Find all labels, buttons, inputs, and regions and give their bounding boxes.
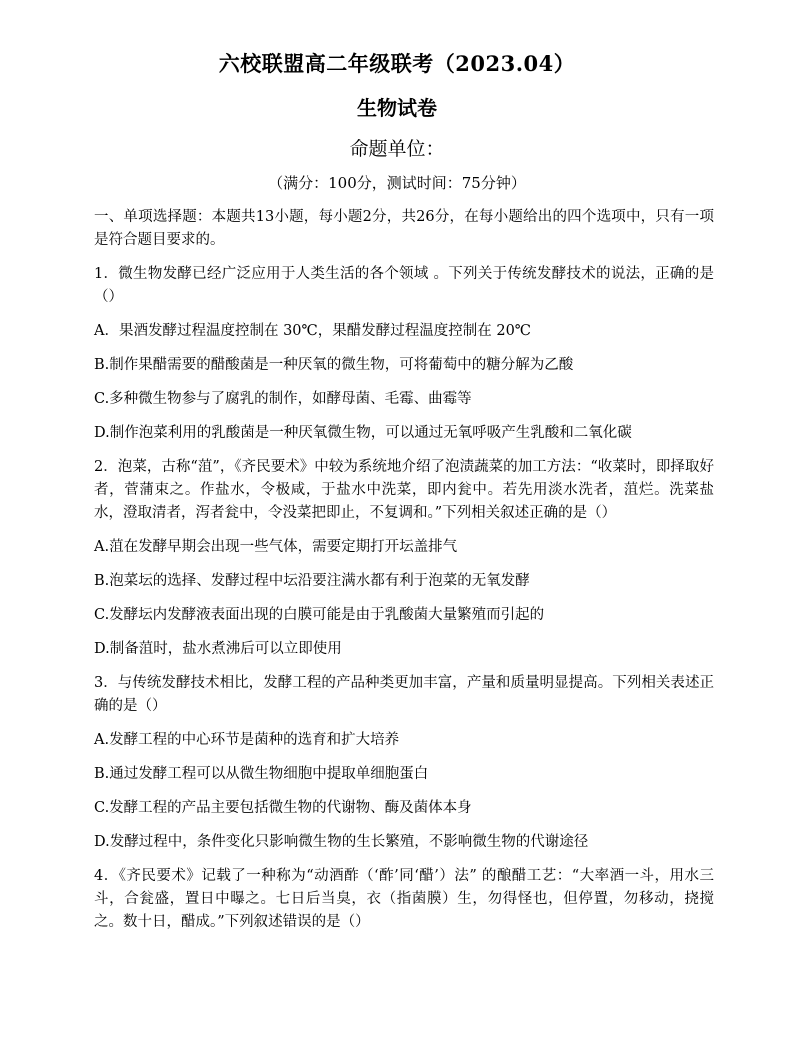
author-unit-label: 命题单位： <box>349 138 445 160</box>
question-1-stem: 1．微生物发酵已经广泛应用于人类生活的各个领域 。下列关于传统发酵技术的说法，正确的是（） <box>94 266 714 305</box>
question-3-stem: 3．与传统发酵技术相比，发酵工程的产品种类更加丰富，产量和质量明显提高。下列相关表述正确的是（） <box>94 675 714 714</box>
exam-content <box>94 206 714 945</box>
question-1-option-b: B.制作果醋需要的醋酸菌是一种厌氧的微生物，可将葡萄中的糖分解为乙酸 <box>94 357 574 373</box>
exam-meta: （满分：100分，测试时间：75分钟） <box>268 174 526 192</box>
question-2-option-d: D.制备菹时，盐水煮沸后可以立即使用 <box>94 641 342 657</box>
question-3-option-d: D.发酵过程中，条件变化只影响微生物的生长繁殖，不影响微生物的代谢途径 <box>94 834 589 850</box>
question-3-option-a: A.发酵工程的中心环节是菌种的选育和扩大培养 <box>94 732 400 748</box>
question-1-option-d: D.制作泡菜利用的乳酸菌是一种厌氧微生物，可以通过无氧呼吸产生乳酸和二氧化碳 <box>94 425 632 441</box>
question-2-stem: 2．泡菜，古称“菹”，《齐民要术》中较为系统地介绍了泡渍蔬菜的加工方法：“收菜时，即择取好者，菅蒲束之。作盐水，令极咸，于盐水中洗菜，即内瓮中。若先用淡水洗者，菹烂。洗菜盐水，澄取清者，泻者瓮中，令没菜把即止，不复调和。”下列相关叙述正确的是（） <box>94 459 714 521</box>
question-2-option-b: B.泡菜坛的选择、发酵过程中坛沿要注满水都有利于泡菜的无氧发酵 <box>94 573 530 589</box>
question-3-option-b: B.通过发酵工程可以从微生物细胞中提取单细胞蛋白 <box>94 766 429 782</box>
subject-title: 生物试卷 <box>357 96 437 120</box>
question-1-option-a: A．果酒发酵过程温度控制在 30℃，果醋发酵过程温度控制在 20℃ <box>94 323 532 339</box>
exam-title: 六校联盟高二年级联考（2023.04） <box>218 51 576 76</box>
question-2-option-c: C.发酵坛内发酵液表面出现的白膜可能是由于乳酸菌大量繁殖而引起的 <box>94 607 545 623</box>
section-heading: 一、单项选择题：本题共13小题，每小题2分，共26分，在每小题给出的四个选项中，只有一项是符合题目要求的。 <box>94 209 714 248</box>
question-1-option-c: C.多种微生物参与了腐乳的制作，如酵母菌、毛霉、曲霉等 <box>94 391 472 407</box>
question-2-option-a: A.菹在发酵早期会出现一些气体，需要定期打开坛盖排气 <box>94 539 458 555</box>
question-3-option-c: C.发酵工程的产品主要包括微生物的代谢物、酶及菌体本身 <box>94 800 472 816</box>
question-4-stem: 4．《齐民要术》记载了一种称为“动酒酢（‘酢’同‘醋’）法” 的酿醋工艺：“大率酒一斗，用水三斗，合瓮盛，置日中曝之。七日后当臭，衣（指菌膜）生，勿得怪也，但停置，勿移动，挠搅之。数十日，醋成。”下列叙述错误的是（） <box>94 868 714 930</box>
